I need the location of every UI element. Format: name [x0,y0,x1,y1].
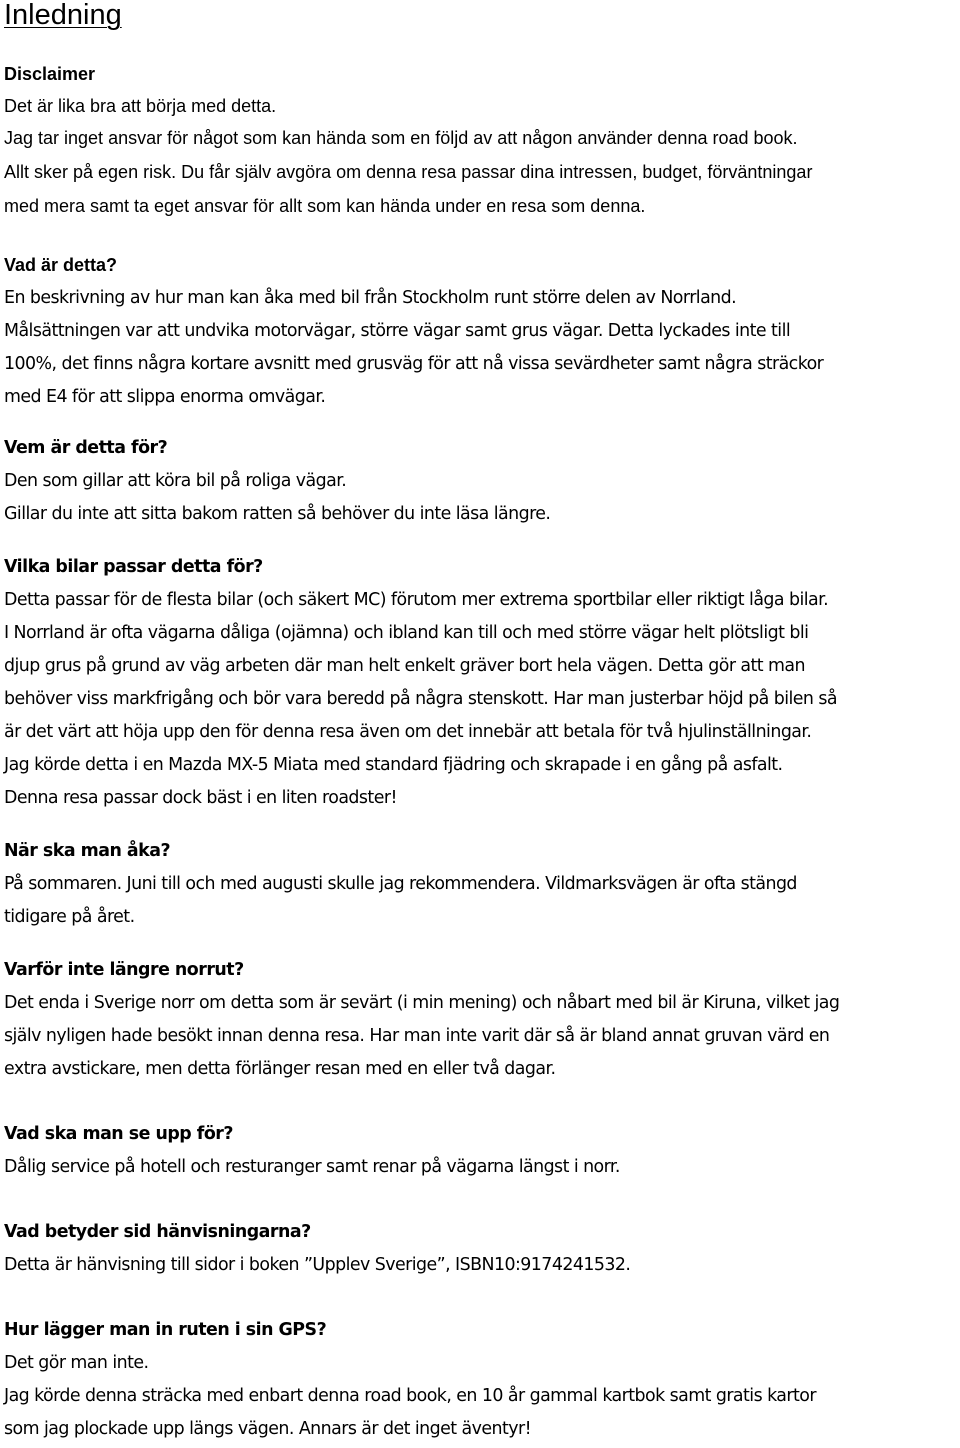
paragraph-line: Det gör man inte. [4,1353,149,1373]
paragraph-line: med mera samt ta eget ansvar för allt som kan hända under en resa som denna. [4,196,646,216]
document-page [4,0,960,1446]
paragraph-line: är det värt att höja upp den för denna resa även om det innebär att betala för två hjulinställningar. [4,722,812,742]
section-heading: Vad betyder sid hänvisningarna? [4,1222,311,1242]
paragraph-line: Jag tar inget ansvar för något som kan hända som en följd av att någon använder denna road book. [4,128,798,148]
paragraph-line: Den som gillar att köra bil på roliga vägar. [4,471,347,491]
section-heading: Varför inte längre norrut? [4,960,244,980]
paragraph-line: med E4 för att slippa enorma omvägar. [4,387,326,407]
paragraph-line: En beskrivning av hur man kan åka med bil från Stockholm runt större delen av Norrland. [4,288,737,308]
section-heading: När ska man åka? [4,841,171,861]
paragraph-line: Denna resa passar dock bäst i en liten roadster! [4,788,397,808]
section-heading: Vem är detta för? [4,438,168,458]
section-disclaimer [4,58,960,223]
paragraph-line: På sommaren. Juni till och med augusti skulle jag rekommendera. Vildmarksvägen är ofta stängd [4,874,797,894]
section-watch-out [4,1118,960,1184]
section-when-to-go [4,835,960,934]
paragraph-line: Jag körde denna sträcka med enbart denna road book, en 10 år gammal kartbok samt gratis kartor [4,1386,816,1406]
paragraph-line: Gillar du inte att sitta bakom ratten så behöver du inte läsa längre. [4,504,551,524]
section-page-references [4,1216,960,1282]
page-title: Inledning [4,0,122,31]
paragraph-line: I Norrland är ofta vägarna dåliga (ojämna) och ibland kan till och med större vägar helt plötsligt bli [4,623,809,643]
paragraph-line: Jag körde detta i en Mazda MX-5 Miata med standard fjädring och skrapade i en gång på asfalt. [4,755,783,775]
section-heading: Hur lägger man in ruten i sin GPS? [4,1320,327,1340]
paragraph-line: Det är lika bra att börja med detta. [4,96,277,116]
section-who-for [4,432,960,531]
paragraph-line: tidigare på året. [4,907,135,927]
section-heading: Vad ska man se upp för? [4,1124,233,1144]
section-heading: Vad är detta? [4,255,118,275]
paragraph-line: djup grus på grund av väg arbeten där man helt enkelt gräver bort hela vägen. Detta gör att man [4,656,806,676]
paragraph-line: Dålig service på hotell och resturanger samt renar på vägarna längst i norr. [4,1157,620,1177]
paragraph-line: Allt sker på egen risk. Du får själv avgöra om denna resa passar dina intressen, budget, förväntningar [4,162,813,182]
paragraph-line: Det enda i Sverige norr om detta som är sevärt (i min mening) och nåbart med bil är Kiruna, vilket jag [4,993,840,1013]
section-heading: Vilka bilar passar detta för? [4,557,263,577]
paragraph-line: själv nyligen hade besökt innan denna resa. Har man inte varit där så är bland annat gruvan värd en [4,1026,830,1046]
paragraph-line: Målsättningen var att undvika motorvägar, större vägar samt grus vägar. Detta lyckades inte till [4,321,791,341]
paragraph-line: Detta passar för de flesta bilar (och säkert MC) förutom mer extrema sportbilar eller riktigt låga bilar. [4,590,829,610]
section-what-is-this [4,249,960,414]
section-gps [4,1314,960,1446]
section-why-not-further-north [4,954,960,1086]
paragraph-line: behöver viss markfrigång och bör vara beredd på några stenskott. Har man justerbar höjd på bilen så [4,689,837,709]
section-heading: Disclaimer [4,64,96,84]
paragraph-line: 100%, det finns några kortare avsnitt med grusväg för att nå vissa sevärdheter samt några sträckor [4,354,824,374]
paragraph-line: extra avstickare, men detta förlänger resan med en eller två dagar. [4,1059,556,1079]
section-which-cars [4,551,960,815]
paragraph-line: Detta är hänvisning till sidor i boken ”Upplev Sverige”, ISBN10:9174241532. [4,1255,631,1275]
paragraph-line: som jag plockade upp längs vägen. Annars är det inget äventyr! [4,1419,532,1439]
